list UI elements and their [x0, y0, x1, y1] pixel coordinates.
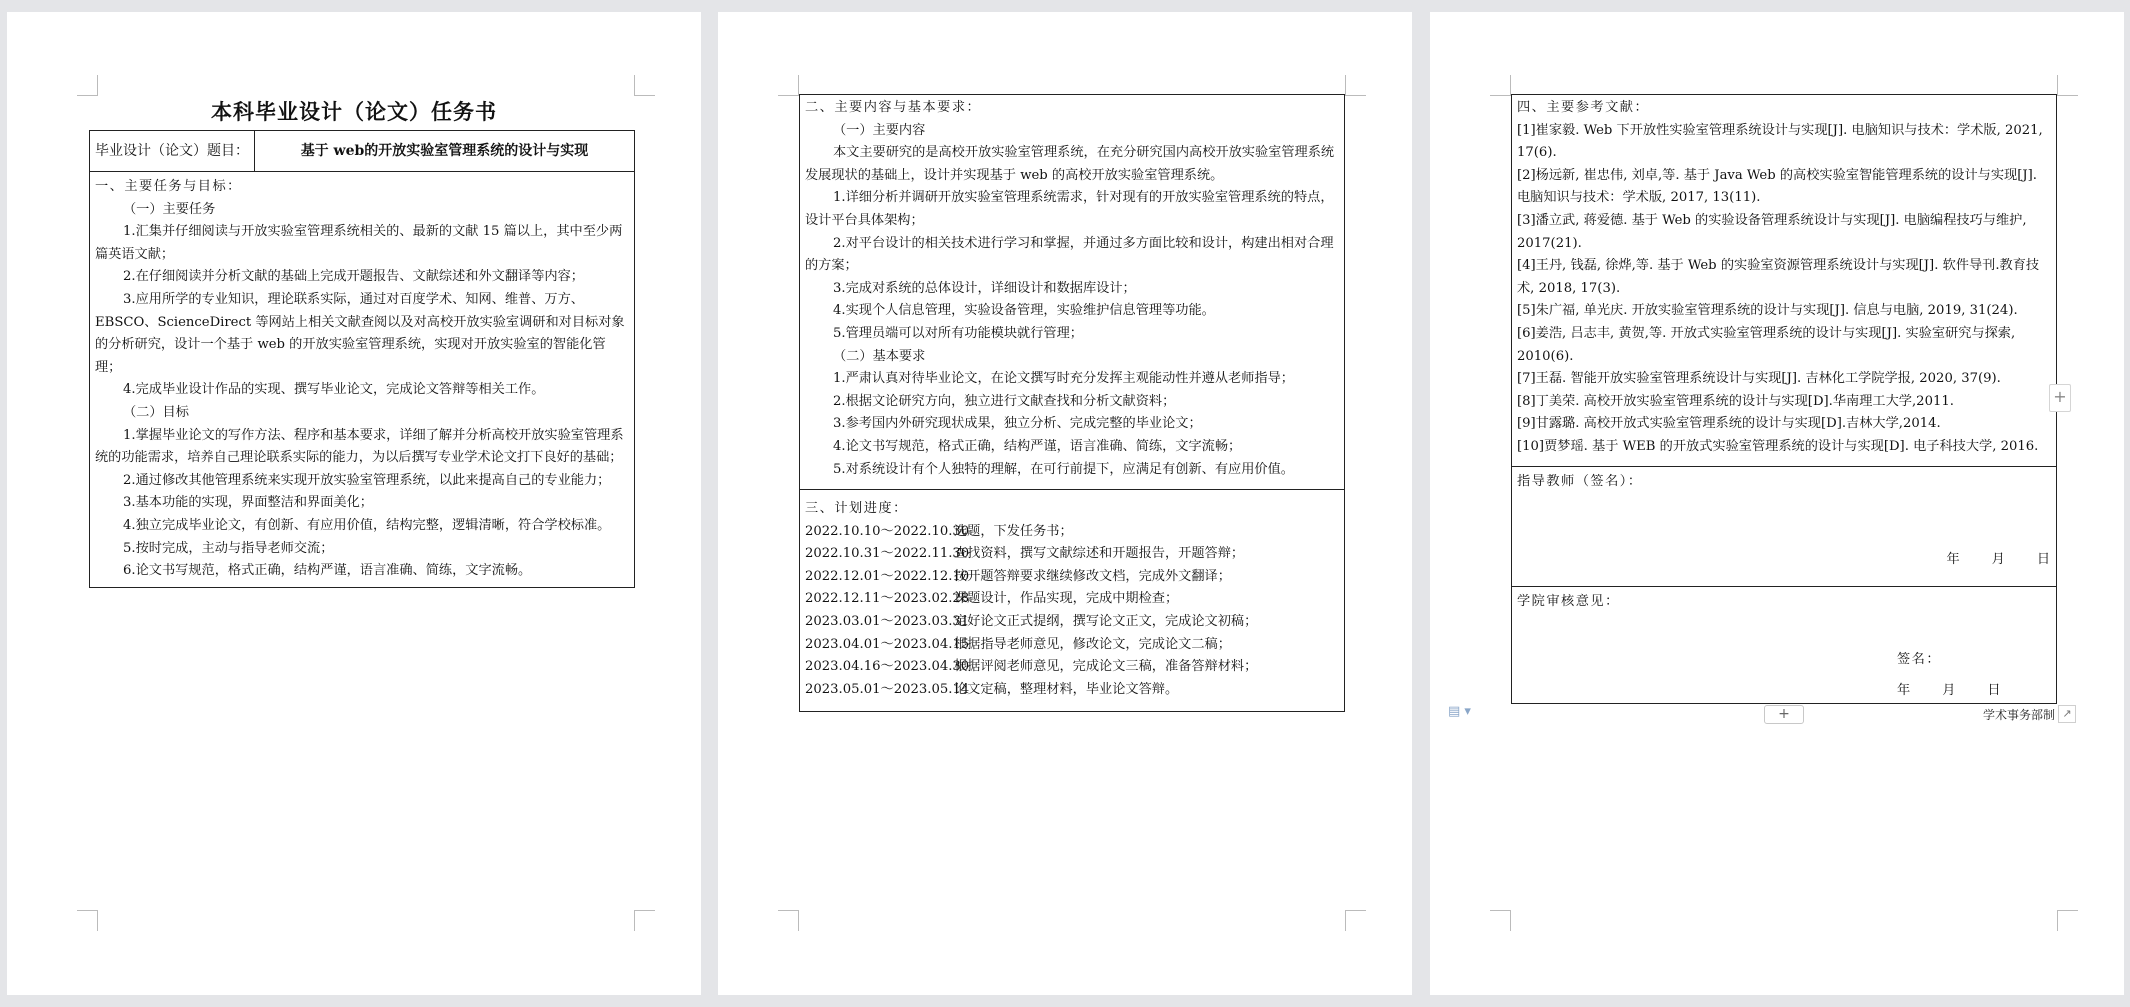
list-item: 2.通过修改其他管理系统来实现开放实验室管理系统，以此来提高自己的专业能力； — [123, 472, 611, 488]
reference-item: [2]杨远新, 崔忠伟, 刘卓,等. 基于 Java Web 的高校实验室智能管理系统的设计与实现[J]. 电脑知识与技术：学术版, 2017, 13(11). — [1517, 167, 2037, 206]
schedule-date: 2022.10.10～2022.10.30 — [805, 523, 970, 539]
reference-item: [4]王丹, 钱磊, 徐烨,等. 基于 Web 的实验室资源管理系统设计与实现[J]. 软件导刊.教育技术, 2018, 17(3). — [1517, 258, 2040, 296]
list-item: 3.应用所学的专业知识，理论联系实际，通过对百度学术、知网、维普、万方、EBSCO、ScienceDirect 等网站上相关文献查阅以及对高校开放实验室调研和对目标对象的分析研究，设计一个基于 web 的开放实验室管理系统，实现对开放实验室的智能化管理； — [95, 291, 625, 375]
list-item: 4.论文书写规范，格式正确，结构严谨，语言准确、简练，文字流畅； — [833, 438, 1242, 454]
list-item: 3.基本功能的实现，界面整洁和界面美化； — [123, 495, 373, 511]
page-1 — [7, 12, 701, 995]
subheading: （一）主要内容 — [833, 122, 926, 138]
month-label: 月 — [1991, 552, 2005, 567]
page-2 — [718, 12, 1412, 995]
reference-item: [8]丁美荣. 高校开放实验室管理系统的设计与实现[D].华南理工大学,2011. — [1517, 393, 1954, 409]
references-table — [1511, 94, 2057, 704]
schedule-task: 按开题答辩要求继续修改文档，完成外文翻译； — [954, 568, 1231, 584]
day-label: 日 — [2036, 552, 2050, 567]
section-heading: 三、计划进度： — [805, 501, 908, 516]
list-item: 4.完成毕业设计作品的实现、撰写毕业论文，完成论文答辩等相关工作。 — [123, 382, 545, 398]
list-item: 2.在仔细阅读并分析文献的基础上完成开题报告、文献综述和外文翻译等内容； — [123, 269, 584, 285]
advisor-signature-label: 指导教师（签名）： — [1517, 474, 1643, 489]
list-item: 1.详细分析并调研开放实验室管理系统需求，针对现有的开放实验室管理系统的特点，设计平台具体架构； — [805, 190, 1334, 228]
section-heading: 四、主要参考文献： — [1517, 100, 1650, 115]
schedule-row — [805, 634, 1340, 657]
schedule-row — [805, 543, 1340, 566]
schedule-task: 查找资料，撰写文献综述和开题报告，开题答辩； — [954, 546, 1245, 562]
subheading: （一）主要任务 — [123, 201, 216, 217]
schedule-task: 根据评阅老师意见，完成论文三稿，准备答辩材料； — [954, 659, 1258, 675]
reference-item: [6]姜浩, 吕志丰, 黄贺,等. 开放式实验室管理系统的设计与实现[J]. 实验室研究与探索, 2010(6). — [1517, 325, 2016, 364]
list-item: 1.汇集并仔细阅读与开放实验室管理系统相关的、最新的文献 15 篇以上，其中至少两篇英语文献； — [95, 224, 623, 262]
schedule-row — [805, 679, 1340, 702]
schedule-row — [805, 521, 1340, 544]
schedule-row — [805, 566, 1340, 589]
crop-mark — [634, 910, 655, 931]
paragraph: 本文主要研究的是高校开放实验室管理系统，在充分研究国内高校开放实验室管理系统发展现状的基础上，设计并实现基于 web 的高校开放实验室管理系统。 — [805, 145, 1335, 183]
section-heading: 一、主要任务与目标： — [95, 179, 242, 194]
college-opinion-label: 学院审核意见： — [1517, 594, 1620, 609]
tasks-and-goals — [95, 176, 630, 583]
document-title: 本科毕业设计（论文）任务书 — [211, 99, 497, 124]
schedule-task: 定好论文正式提纲，撰写论文正文，完成论文初稿； — [954, 613, 1258, 629]
schedule-date: 2023.05.01～2023.05.14 — [805, 681, 970, 697]
crop-mark — [634, 75, 655, 96]
document-icon[interactable]: ▤ ▾ — [1448, 704, 1471, 719]
reference-item: [3]潘立武, 蒋爱德. 基于 Web 的实验设备管理系统设计与实现[J]. 电脑编程技巧与维护, 2017(21). — [1517, 212, 2027, 251]
schedule-date: 2022.12.01～2022.12.10 — [805, 568, 970, 584]
topic-label: 毕业设计（论文）题目： — [90, 131, 255, 171]
schedule-task: 课题设计，作品实现，完成中期检查； — [954, 591, 1179, 607]
list-item: 6.论文书写规范，格式正确，结构严谨，语言准确、简练，文字流畅。 — [123, 563, 532, 579]
crop-mark — [1490, 910, 1511, 931]
page-3 — [1430, 12, 2124, 995]
divider — [1512, 466, 2056, 467]
crop-mark — [77, 910, 98, 931]
reference-item: [7]王磊. 智能开放实验室管理系统设计与实现[J]. 吉林化工学院学报, 2020, 37(9). — [1517, 371, 2001, 387]
college-date — [1897, 680, 2001, 703]
references-section — [1517, 97, 2052, 459]
schedule-row — [805, 611, 1340, 634]
footer-label: 学术事务部制 — [1983, 708, 2056, 722]
reference-item: [5]朱广福, 单光庆. 开放实验室管理系统的设计与实现[J]. 信息与电脑, 2019, 31(24). — [1517, 303, 2018, 319]
list-item: 5.按时完成，主动与指导老师交流； — [123, 540, 334, 556]
crop-mark — [778, 910, 799, 931]
list-item: 2.对平台设计的相关技术进行学习和掌握，并通过多方面比较和设计，构建出相对合理的方案； — [805, 235, 1334, 274]
schedule-date: 2023.04.01～2023.04.15 — [805, 636, 970, 652]
year-label: 年 — [1946, 552, 1960, 567]
topic-title: 基于 web的开放实验室管理系统的设计与实现 — [300, 143, 589, 159]
list-item: 3.完成对系统的总体设计，详细设计和数据库设计； — [833, 280, 1136, 296]
schedule-row — [805, 588, 1340, 611]
add-row-button[interactable]: + — [1764, 705, 1804, 724]
schedule-task: 论文定稿，整理材料，毕业论文答辩。 — [954, 681, 1179, 697]
crop-mark — [778, 75, 799, 96]
schedule-date: 2023.03.01～2023.03.31 — [805, 613, 970, 629]
reference-item: [1]崔家毅. Web 下开放性实验室管理系统设计与实现[J]. 电脑知识与技术：学术版, 2021, 17(6). — [1517, 122, 2043, 161]
reference-item: [9]甘露璐. 高校开放式实验室管理系统的设计与实现[D].吉林大学,2014. — [1517, 416, 1941, 432]
schedule-date: 2022.12.11～2023.02.28 — [805, 591, 970, 607]
schedule-task: 根据指导老师意见，修改论文，完成论文二稿； — [954, 636, 1231, 652]
subheading: （二）目标 — [123, 404, 189, 420]
list-item: 1.严肃认真对待毕业论文，在论文撰写时充分发挥主观能动性并遵从老师指导； — [833, 371, 1294, 387]
schedule-date: 2023.04.16～2023.04.30 — [805, 659, 970, 675]
add-page-side-button[interactable]: + — [2049, 384, 2071, 412]
month-label: 月 — [1942, 683, 1956, 698]
year-label: 年 — [1897, 683, 1911, 698]
divider — [800, 489, 1344, 490]
list-item: 5.管理员端可以对所有功能模块就行管理； — [833, 325, 1083, 341]
reference-item: [10]贾梦瑶. 基于 WEB 的开放式实验室管理系统的设计与实现[D]. 电子科技大学, 2016. — [1517, 438, 2039, 454]
crop-mark — [1345, 75, 1366, 96]
crop-mark — [2057, 910, 2078, 931]
schedule-date: 2022.10.31～2022.11.30 — [805, 546, 970, 562]
subheading: （二）基本要求 — [833, 348, 926, 364]
crop-mark — [1345, 910, 1366, 931]
advisor-date — [1946, 549, 2050, 572]
list-item: 1.掌握毕业论文的写作方法、程序和基本要求，详细了解并分析高校开放实验室管理系统的功能需求，培养自己理论联系实际的能力，为以后撰写专业学术论文打下良好的基础； — [95, 427, 624, 466]
list-item: 4.实现个人信息管理，实验设备管理，实验维护信息管理等功能。 — [833, 303, 1215, 319]
crop-mark — [2057, 75, 2078, 96]
divider — [1512, 586, 2056, 587]
list-item: 5.对系统设计有个人独特的理解，在可行前提下，应满足有创新、有应用价值。 — [833, 461, 1294, 477]
list-item: 2.根据文论研究方向，独立进行文献查找和分析文献资料； — [833, 393, 1176, 409]
schedule-row — [805, 656, 1340, 679]
content-table — [799, 94, 1345, 712]
crop-mark — [1490, 75, 1511, 96]
section-heading: 二、主要内容与基本要求： — [805, 100, 982, 115]
crop-mark — [77, 75, 98, 96]
schedule-task: 选题，下发任务书； — [954, 523, 1073, 539]
task-table — [89, 130, 635, 588]
signature-label: 签名： — [1897, 652, 1942, 667]
topic-row — [90, 131, 634, 172]
list-item: 4.独立完成毕业论文，有创新、有应用价值，结构完整，逻辑清晰，符合学校标准。 — [123, 517, 611, 533]
schedule-section — [805, 498, 1340, 701]
main-content-section — [805, 97, 1340, 481]
list-item: 3.参考国内外研究现状成果，独立分析、完成完整的毕业论文； — [833, 416, 1202, 432]
resize-icon[interactable]: ↗ — [2058, 705, 2076, 723]
day-label: 日 — [1987, 683, 2001, 698]
